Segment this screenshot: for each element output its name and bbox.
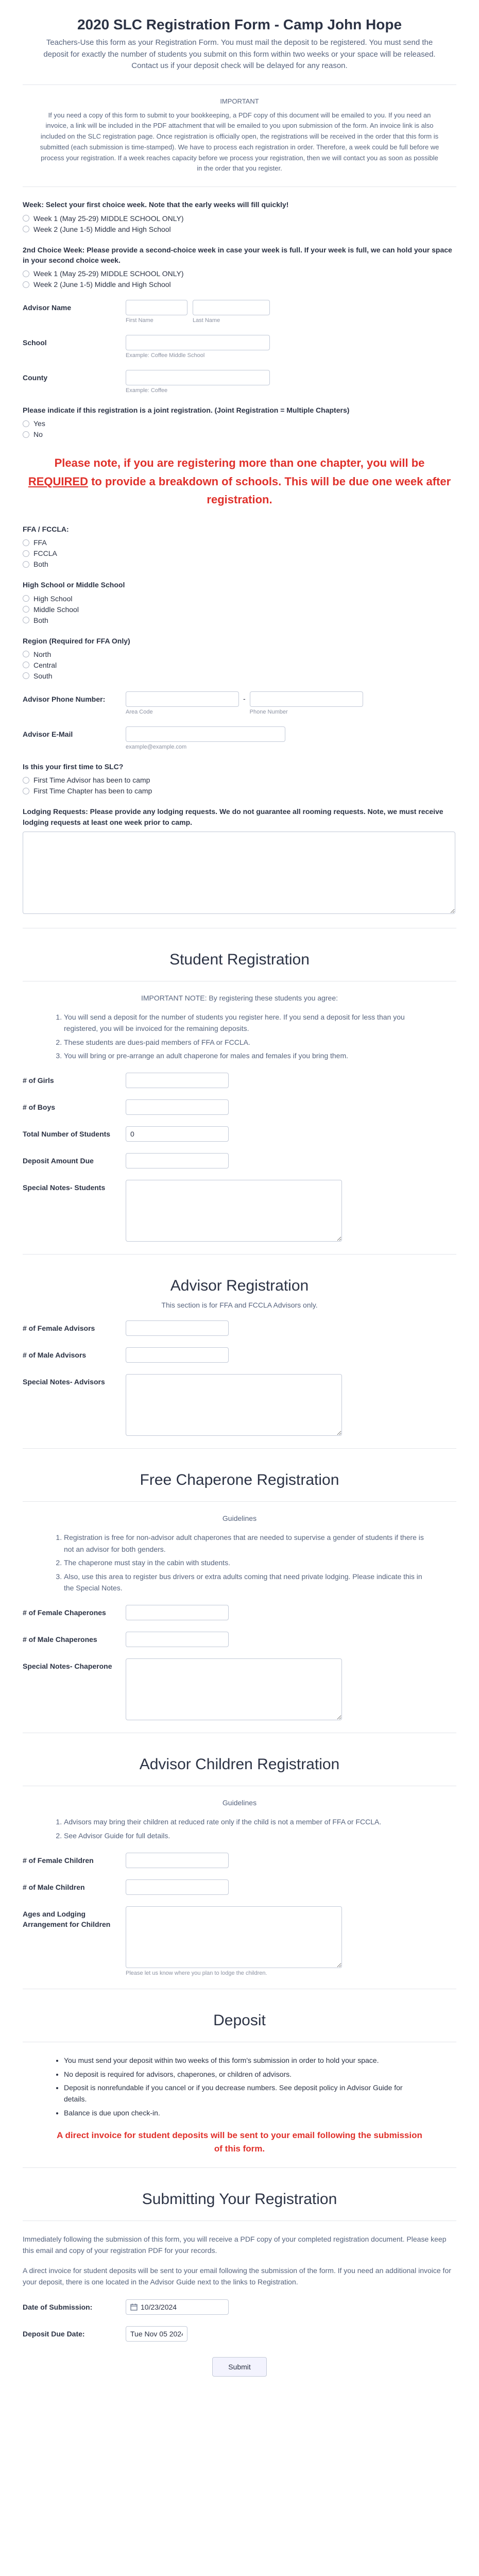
chaperone-notes-row xyxy=(23,1658,456,1720)
school-hint: Example: Coffee Middle School xyxy=(126,352,205,359)
male-children-row xyxy=(23,1879,456,1895)
male-children-input[interactable] xyxy=(126,1879,229,1895)
joint-option[interactable]: Yes xyxy=(23,419,456,428)
deposit-due-input[interactable] xyxy=(126,2326,187,2342)
children-ages-hint: Please let us know where you plan to lodge the children. xyxy=(126,1970,267,1977)
divider xyxy=(23,2167,456,2168)
male-advisors-label: # of Male Advisors xyxy=(23,1351,87,1360)
radio-icon[interactable] xyxy=(23,672,29,679)
last-name-input[interactable] xyxy=(193,300,270,315)
email-label: Advisor E-Mail xyxy=(23,730,73,738)
total-label: Total Number of Students xyxy=(23,1130,111,1139)
region-option[interactable]: Central xyxy=(23,661,456,669)
ffa-option[interactable]: FCCLA xyxy=(23,549,456,557)
student-note: IMPORTANT NOTE: By registering these students you agree: xyxy=(141,993,338,1002)
ffa-question xyxy=(23,524,456,568)
list-item: 2. See Advisor Guide for full details. xyxy=(64,1830,425,1841)
female-children-input[interactable] xyxy=(126,1853,229,1868)
female-advisors-input[interactable] xyxy=(126,1320,229,1336)
radio-icon[interactable] xyxy=(23,420,29,427)
total-input[interactable] xyxy=(126,1126,229,1142)
advisor-registration-title: Advisor Registration xyxy=(170,1277,309,1295)
female-children-row xyxy=(23,1853,456,1868)
deposit-label: Deposit Amount Due xyxy=(23,1157,94,1165)
radio-icon[interactable] xyxy=(23,651,29,657)
list-item: • No deposit is required for advisors, chaperones, or children of advisors. xyxy=(64,2069,425,2080)
male-chaperones-row xyxy=(23,1632,456,1647)
radio-icon[interactable] xyxy=(23,662,29,668)
list-item: 2. The chaperone must stay in the cabin with students. xyxy=(64,1557,425,1568)
second-choice-option[interactable]: Week 1 (May 25-29) MIDDLE SCHOOL ONLY) xyxy=(23,269,456,278)
deposit-alert: A direct invoice for student deposits will be sent to your email following the submission of this form. xyxy=(57,2130,422,2154)
school-label: School xyxy=(23,338,47,347)
children-ages-label: Ages and Lodging Arrangement for Children xyxy=(23,1910,111,1928)
girls-row xyxy=(23,1073,456,1088)
list-item: • Balance is due upon check-in. xyxy=(64,2107,425,2119)
chaperone-guidelines xyxy=(64,1532,425,1594)
deposit-title: Deposit xyxy=(213,2012,266,2029)
list-item: 1. Advisors may bring their children at reduced rate only if the child is not a member of FFA or FCCLA. xyxy=(64,1816,425,1827)
radio-icon[interactable] xyxy=(23,606,29,613)
phone-row xyxy=(23,691,456,715)
student-notes-textarea[interactable] xyxy=(126,1180,342,1242)
female-chaperones-row xyxy=(23,1605,456,1620)
radio-icon[interactable] xyxy=(23,617,29,623)
children-note: Guidelines xyxy=(222,1799,257,1807)
deposit-list xyxy=(64,2055,425,2119)
advisor-note: This section is for FFA and FCCLA Advisors only. xyxy=(161,1301,318,1310)
list-item: 2. These students are dues-paid members of FFA or FCCLA. xyxy=(64,1037,425,1048)
region-label: Region (Required for FFA Only) xyxy=(23,636,130,645)
divider xyxy=(23,1501,456,1502)
joint-option[interactable]: No xyxy=(23,430,456,438)
joint-label: Please indicate if this registration is a joint registration. (Joint Registration = Multiple Chapters) xyxy=(23,406,350,415)
region-option[interactable]: North xyxy=(23,650,456,658)
first-choice-option[interactable]: Week 1 (May 25-29) MIDDLE SCHOOL ONLY) xyxy=(23,214,456,223)
submitting-paragraph-1: Immediately following the submission of this form, you will receive a PDF copy of your completed registration document. Please keep this email and copy of your registration PDF for your records. xyxy=(23,2235,447,2255)
female-chaperones-input[interactable] xyxy=(126,1605,229,1620)
radio-icon[interactable] xyxy=(23,270,29,277)
divider xyxy=(23,1254,456,1255)
male-children-label: # of Male Children xyxy=(23,1883,85,1892)
county-row xyxy=(23,370,456,394)
calendar-icon[interactable] xyxy=(130,2303,138,2311)
list-item: • You must send your deposit within two weeks of this form's submission in order to hold your space. xyxy=(64,2055,425,2066)
lodging-textarea[interactable] xyxy=(23,832,455,914)
radio-icon[interactable] xyxy=(23,281,29,288)
first-name-sublabel: First Name xyxy=(126,317,153,324)
deposit-input[interactable] xyxy=(126,1153,229,1168)
advisor-name-label: Advisor Name xyxy=(23,303,72,312)
county-input[interactable] xyxy=(126,370,270,385)
first-choice-option[interactable]: Week 2 (June 1-5) Middle and High School xyxy=(23,225,456,233)
level-option[interactable]: Both xyxy=(23,616,456,624)
student-guidelines xyxy=(64,1011,425,1062)
children-guidelines xyxy=(64,1816,425,1841)
lodging-question xyxy=(23,806,456,916)
list-item: 3. You will bring or pre-arrange an adult chaperone for males and females if you bring them. xyxy=(64,1050,425,1061)
girls-label: # of Girls xyxy=(23,1076,54,1085)
email-input[interactable] xyxy=(126,726,285,742)
county-label: County xyxy=(23,374,48,382)
student-registration-title: Student Registration xyxy=(169,951,310,968)
level-label: High School or Middle School xyxy=(23,581,125,589)
female-children-label: # of Female Children xyxy=(23,1856,94,1865)
phone-label: Advisor Phone Number: xyxy=(23,694,106,703)
submit-button[interactable]: Submit xyxy=(212,2357,267,2377)
submission-date-value: 10/23/2024 xyxy=(141,2302,177,2311)
required-text: REQUIRED xyxy=(28,474,88,488)
region-option[interactable]: South xyxy=(23,672,456,680)
ffa-option[interactable]: Both xyxy=(23,560,456,568)
girls-input[interactable] xyxy=(126,1073,229,1088)
list-item: 1. Registration is free for non-advisor adult chaperones that are needed to supervise a gender of students if there is not an advisor for both genders. xyxy=(64,1532,425,1555)
email-row xyxy=(23,726,456,750)
boys-row xyxy=(23,1099,456,1115)
joint-alert: Please note, if you are registering more than one chapter, you will be REQUIRED to provide a breakdown of schools. This will be due one week after registration. xyxy=(28,456,451,506)
submitting-paragraph-2: A direct invoice for student deposits will be sent to your email following the submission of the form. If you need an additional invoice for your deposit, there is one located in the Advisor Guide next to the links to Registration. xyxy=(23,2266,451,2286)
last-name-sublabel: Last Name xyxy=(193,317,220,324)
area-code-sublabel: Area Code xyxy=(126,708,153,715)
divider xyxy=(23,1448,456,1449)
level-option[interactable]: High School xyxy=(23,595,456,603)
advisor-notes-textarea[interactable] xyxy=(126,1374,342,1436)
radio-icon[interactable] xyxy=(23,215,29,222)
email-hint: example@example.com xyxy=(126,743,187,750)
second-choice-label: 2nd Choice Week: Please provide a second-choice week in case your week is full. If your week is full, we can hold your space in your second choice week. xyxy=(23,245,452,264)
second-choice-option[interactable]: Week 2 (June 1-5) Middle and High School xyxy=(23,280,456,289)
first-choice-question xyxy=(23,199,456,233)
deposit-row xyxy=(23,1153,456,1168)
first-choice-label: Week: Select your first choice week. Note that the early weeks will fill quickly! xyxy=(23,200,289,209)
deposit-due-row xyxy=(23,2326,456,2342)
boys-input[interactable] xyxy=(126,1099,229,1115)
important-heading: IMPORTANT xyxy=(220,97,259,105)
female-advisors-label: # of Female Advisors xyxy=(23,1324,95,1333)
level-question xyxy=(23,580,456,624)
radio-icon[interactable] xyxy=(23,550,29,557)
school-input[interactable] xyxy=(126,335,270,350)
children-registration-title: Advisor Children Registration xyxy=(139,1756,340,1773)
deposit-due-label: Deposit Due Date: xyxy=(23,2329,85,2338)
phone-dash: - xyxy=(243,694,246,703)
first-time-option[interactable]: First Time Advisor has been to camp xyxy=(23,776,456,784)
chaperone-notes-label: Special Notes- Chaperone xyxy=(23,1662,112,1671)
boys-label: # of Boys xyxy=(23,1103,56,1112)
radio-icon[interactable] xyxy=(23,561,29,568)
region-question xyxy=(23,636,456,680)
total-row xyxy=(23,1126,456,1142)
lodging-label: Lodging Requests: Please provide any lodging requests. We do not guarantee all rooming requests. Note, we must receive lodging requests at least one week prior to camp. xyxy=(23,807,443,826)
first-name-input[interactable] xyxy=(126,300,187,315)
chaperone-notes-textarea[interactable] xyxy=(126,1658,342,1720)
area-code-input[interactable] xyxy=(126,691,239,707)
male-advisors-row xyxy=(23,1347,456,1363)
list-item: 3. Also, use this area to register bus drivers or extra adults coming that need private lodging. Please indicate this in the Special Notes. xyxy=(64,1571,425,1594)
radio-icon[interactable] xyxy=(23,226,29,232)
form-subtitle: Teachers-Use this form as your Registration Form. You must mail the deposit to be registered. You must send the deposit for exactly the number of students you submit on this form within two weeks or your space will be released. Contact us if your deposit check will be delayed for any reason. xyxy=(43,38,436,70)
phone-number-sublabel: Phone Number xyxy=(249,708,288,715)
second-choice-question xyxy=(23,245,456,289)
chaperone-note: Guidelines xyxy=(222,1514,257,1523)
list-item: 1. You will send a deposit for the number of students you register here. If you send a deposit for less than you registered, you will be invoiced for the remaining deposits. xyxy=(64,1011,425,1035)
important-body: If you need a copy of this form to submit to your bookkeeping, a PDF copy of this document will be emailed to you. If you need an invoice, a link will be included in the PDF attachment that will be emailed to you upon submission of the form. An invoice link is also included on the SLC registration page. Once registration is officially open, the registrations will be received in the order that this form is submitted (each submission is time-stamped). We have to process each registration in order. Therefore, a week could be full before we process your registration. If a week reaches capacity before we process your registration, then we will contact you as soon as possible in the order that you register. xyxy=(40,111,439,173)
advisor-notes-label: Special Notes- Advisors xyxy=(23,1378,105,1386)
phone-number-input[interactable] xyxy=(250,691,363,707)
divider xyxy=(23,84,456,85)
advisor-notes-row xyxy=(23,1374,456,1436)
ffa-label: FFA / FCCLA: xyxy=(23,525,69,534)
children-ages-textarea[interactable] xyxy=(126,1906,342,1968)
male-chaperones-label: # of Male Chaperones xyxy=(23,1635,97,1644)
radio-icon[interactable] xyxy=(23,777,29,784)
level-option[interactable]: Middle School xyxy=(23,605,456,614)
submission-date-input[interactable] xyxy=(126,2299,229,2315)
county-hint: Example: Coffee xyxy=(126,387,168,394)
submission-date-row xyxy=(23,2299,456,2315)
radio-icon[interactable] xyxy=(23,788,29,794)
form-title: 2020 SLC Registration Form - Camp John Hope xyxy=(77,16,402,32)
school-row xyxy=(23,335,456,359)
list-item: • Deposit is nonrefundable if you cancel or if you decrease numbers. See deposit policy in Advisor Guide for details. xyxy=(64,2082,425,2105)
female-advisors-row xyxy=(23,1320,456,1336)
first-time-option[interactable]: First Time Chapter has been to camp xyxy=(23,787,456,795)
submitting-title: Submitting Your Registration xyxy=(142,2191,337,2208)
ffa-option[interactable]: FFA xyxy=(23,538,456,547)
children-ages-row xyxy=(23,1906,456,1976)
student-notes-row xyxy=(23,1180,456,1242)
radio-icon[interactable] xyxy=(23,595,29,602)
submission-date-label: Date of Submission: xyxy=(23,2302,93,2311)
female-chaperones-label: # of Female Chaperones xyxy=(23,1608,106,1617)
male-chaperones-input[interactable] xyxy=(126,1632,229,1647)
radio-icon[interactable] xyxy=(23,539,29,546)
chaperone-registration-title: Free Chaperone Registration xyxy=(140,1471,339,1489)
male-advisors-input[interactable] xyxy=(126,1347,229,1363)
radio-icon[interactable] xyxy=(23,431,29,438)
joint-question xyxy=(23,405,456,438)
first-time-label: Is this your first time to SLC? xyxy=(23,762,124,771)
student-notes-label: Special Notes- Students xyxy=(23,1183,106,1192)
advisor-name-row xyxy=(23,300,456,324)
first-time-question xyxy=(23,761,456,795)
